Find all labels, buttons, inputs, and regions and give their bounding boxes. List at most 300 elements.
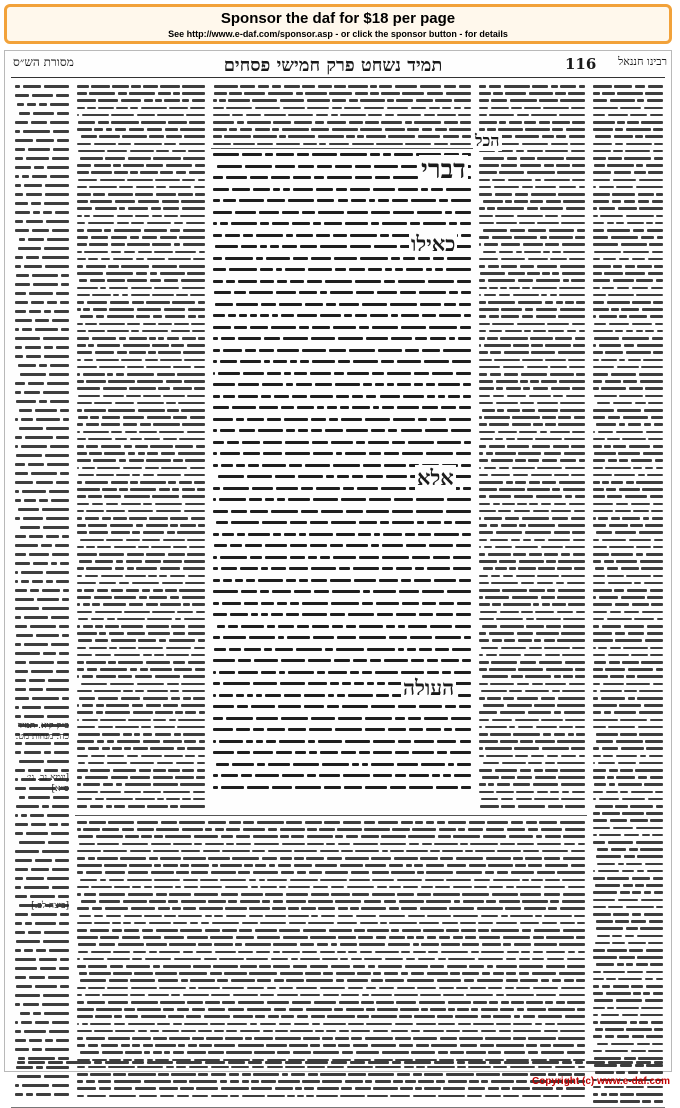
text-line-segment: [517, 323, 545, 326]
text-line-segment: [267, 372, 281, 375]
text-line-segment: [414, 579, 431, 582]
text-line-segment: [91, 236, 108, 239]
text-line-segment: [362, 763, 369, 766]
text-line-segment: [35, 1021, 49, 1024]
text-line-segment: [310, 936, 335, 939]
text-line-segment: [453, 835, 480, 838]
text-line-segment: [336, 648, 364, 651]
text-line-segment: [559, 481, 585, 484]
text-line-segment: [77, 1044, 85, 1047]
text-line-segment: [191, 517, 205, 520]
text-line-segment: [638, 726, 663, 729]
text-line-segment: [653, 301, 663, 304]
text-line-segment: [45, 1048, 69, 1051]
text-line-segment: [593, 899, 615, 902]
text-line-segment: [188, 315, 196, 318]
text-line-segment: [568, 359, 585, 362]
text-line-segment: [453, 915, 478, 918]
text-line-segment: [306, 857, 324, 860]
text-line-segment: [560, 922, 575, 925]
text-line-segment: [338, 843, 351, 846]
text-line-segment: [132, 704, 143, 707]
text-line-segment: [468, 1061, 487, 1064]
sponsor-banner-title[interactable]: Sponsor the daf for $18 per page: [220, 10, 456, 27]
text-line-segment: [368, 965, 376, 968]
text-line-segment: [282, 211, 299, 214]
text-line-segment: [295, 1087, 301, 1090]
text-line-segment: [394, 994, 417, 997]
text-line-segment: [427, 936, 437, 939]
text-line-segment: [124, 791, 141, 794]
text-line-segment: [281, 406, 294, 409]
text-line-segment: [77, 92, 87, 95]
text-line-segment: [77, 907, 89, 910]
text-line-segment: [419, 648, 431, 651]
text-line-segment: [166, 647, 191, 650]
text-line-segment: [115, 200, 135, 203]
text-line-segment: [226, 843, 234, 846]
text-line-segment: [124, 915, 142, 918]
text-line-segment: [213, 234, 222, 237]
sponsor-banner[interactable]: [4, 4, 672, 44]
text-line-segment: [260, 314, 269, 317]
text-line-segment: [541, 979, 549, 982]
text-line-segment: [81, 900, 96, 903]
text-line-segment: [182, 495, 205, 498]
text-line-segment: [593, 913, 611, 916]
text-line-segment: [550, 373, 574, 376]
text-line-segment: [284, 372, 291, 375]
text-line-segment: [448, 763, 454, 766]
text-line-segment: [287, 636, 309, 639]
text-line-segment: [77, 438, 86, 441]
text-line-segment: [294, 864, 313, 867]
text-line-segment: [458, 114, 471, 117]
text-line-segment: [630, 1021, 637, 1024]
text-line-segment: [508, 272, 525, 275]
text-line-segment: [396, 1001, 416, 1004]
text-line-segment: [486, 654, 497, 657]
text-line-segment: [524, 654, 542, 657]
text-line-segment: [385, 958, 404, 961]
text-line-segment: [169, 1037, 190, 1040]
text-line-segment: [24, 499, 36, 502]
text-line-segment: [131, 1001, 158, 1004]
text-line-segment: [203, 850, 220, 853]
text-line-segment: [460, 326, 471, 329]
text-line-segment: [61, 823, 69, 826]
text-line-segment: [545, 359, 566, 362]
text-line-segment: [234, 291, 246, 294]
text-line-segment: [495, 567, 507, 570]
text-line-segment: [30, 589, 39, 592]
text-line-segment: [348, 613, 374, 616]
text-line-segment: [624, 625, 644, 628]
text-line-segment: [61, 769, 69, 772]
text-line-segment: [593, 546, 607, 549]
text-line-segment: [518, 452, 541, 455]
text-line-segment: [466, 994, 493, 997]
text-line-segment: [518, 279, 533, 282]
text-line-segment: [311, 257, 330, 260]
text-line-segment: [212, 922, 240, 925]
text-line-segment: [268, 828, 277, 831]
text-line-segment: [271, 567, 287, 570]
text-line-segment: [183, 243, 205, 246]
text-line-segment: [225, 1037, 242, 1040]
text-line-segment: [642, 834, 650, 837]
text-line-segment: [333, 556, 356, 559]
text-line-segment: [473, 1023, 493, 1026]
text-line-segment: [444, 121, 458, 124]
text-line-segment: [308, 659, 331, 662]
text-line-segment: [479, 791, 494, 794]
text-line-segment: [133, 747, 148, 750]
text-line-segment: [143, 531, 165, 534]
text-line-segment: [189, 171, 205, 174]
text-line-segment: [15, 472, 28, 475]
text-line-segment: [593, 380, 602, 383]
text-line-segment: [506, 972, 516, 975]
text-line-segment: [226, 717, 253, 720]
text-line-segment: [229, 648, 241, 651]
text-line-segment: [312, 441, 328, 444]
text-line-segment: [347, 211, 368, 214]
text-line-segment: [564, 438, 585, 441]
text-line-segment: [621, 308, 639, 311]
text-line-segment: [163, 791, 190, 794]
text-line-segment: [144, 915, 161, 918]
text-line-segment: [593, 143, 612, 146]
text-line-segment: [628, 359, 641, 362]
text-line-segment: [483, 704, 505, 707]
text-line-segment: [602, 812, 619, 815]
text-line-segment: [350, 234, 377, 237]
text-line-segment: [26, 220, 43, 223]
text-line-segment: [405, 143, 431, 146]
text-line-segment: [562, 1061, 572, 1064]
text-line-segment: [15, 391, 21, 394]
text-line-segment: [48, 1061, 63, 1064]
text-line-segment: [533, 951, 544, 954]
text-line-segment: [486, 828, 505, 831]
text-line-segment: [31, 202, 40, 205]
text-line-segment: [571, 864, 585, 867]
text-line-segment: [545, 864, 569, 867]
text-line-segment: [219, 740, 243, 743]
text-line-segment: [229, 268, 256, 271]
text-line-segment: [479, 726, 482, 729]
text-line-segment: [33, 1012, 42, 1015]
text-line-segment: [136, 524, 143, 527]
text-line-segment: [257, 979, 271, 982]
dibbur-hamatchil: העולה: [403, 675, 455, 700]
text-line-segment: [269, 864, 276, 867]
text-line-segment: [377, 613, 393, 616]
text-line-segment: [622, 812, 644, 815]
text-line-segment: [482, 776, 498, 779]
text-line-segment: [82, 1023, 88, 1026]
text-line-segment: [319, 774, 340, 777]
text-line-segment: [569, 503, 585, 506]
text-line-segment: [77, 1080, 83, 1083]
text-line-segment: [222, 850, 250, 853]
text-line-segment: [264, 114, 286, 117]
text-line-segment: [360, 951, 372, 954]
text-line-segment: [560, 459, 576, 462]
text-line-segment: [573, 344, 585, 347]
text-line-segment: [98, 107, 113, 110]
text-line-segment: [557, 639, 585, 642]
text-line-segment: [489, 886, 503, 889]
text-line-segment: [510, 915, 533, 918]
text-line-segment: [141, 755, 162, 758]
text-line-segment: [649, 243, 663, 246]
text-line-segment: [450, 751, 471, 754]
text-line-segment: [196, 776, 205, 779]
text-line-segment: [200, 879, 217, 882]
text-line-segment: [593, 582, 605, 585]
text-line-segment: [77, 128, 92, 131]
text-line-segment: [541, 294, 547, 297]
text-line-segment: [49, 1030, 69, 1033]
text-line-segment: [521, 373, 547, 376]
text-line-segment: [527, 150, 543, 153]
text-line-segment: [525, 690, 549, 693]
text-line-segment: [599, 798, 620, 801]
text-line-segment: [593, 819, 607, 822]
text-line-segment: [300, 943, 314, 946]
text-line-segment: [90, 929, 110, 932]
text-line-segment: [395, 1037, 410, 1040]
text-line-segment: [623, 416, 648, 419]
text-line-segment: [152, 344, 169, 347]
text-line-segment: [639, 1021, 648, 1024]
text-line-segment: [541, 719, 562, 722]
text-line-segment: [604, 272, 622, 275]
text-line-segment: [479, 546, 481, 549]
text-line-segment: [281, 717, 308, 720]
text-line-segment: [249, 498, 262, 501]
text-line-segment: [102, 517, 111, 520]
text-line-segment: [503, 697, 514, 700]
text-line-segment: [77, 495, 86, 498]
text-line-segment: [628, 632, 644, 635]
text-line-segment: [636, 1093, 663, 1096]
text-line-segment: [634, 618, 654, 621]
text-line-segment: [348, 1073, 365, 1076]
text-line-segment: [367, 648, 394, 651]
text-line-segment: [614, 135, 633, 138]
text-line-segment: [134, 143, 162, 146]
text-line-segment: [552, 272, 559, 275]
text-line-segment: [180, 1087, 193, 1090]
text-line-segment: [481, 647, 498, 650]
text-line-segment: [123, 922, 131, 925]
text-line-segment: [441, 943, 460, 946]
text-line-segment: [101, 258, 110, 261]
text-line-segment: [130, 150, 154, 153]
text-line-segment: [263, 452, 282, 455]
text-line-segment: [388, 135, 415, 138]
text-line-segment: [205, 1061, 225, 1064]
text-line-segment: [418, 257, 429, 260]
text-line-segment: [158, 337, 164, 340]
text-line-segment: [293, 763, 318, 766]
text-line-segment: [87, 668, 97, 671]
text-line-segment: [557, 762, 585, 765]
text-line-segment: [184, 380, 205, 383]
text-line-segment: [157, 474, 182, 477]
text-line-segment: [15, 895, 27, 898]
text-line-segment: [483, 835, 506, 838]
text-line-segment: [95, 207, 117, 210]
text-line-segment: [278, 636, 284, 639]
text-line-segment: [568, 733, 574, 736]
text-line-segment: [385, 128, 405, 131]
text-line-segment: [293, 1051, 311, 1054]
text-line-segment: [522, 287, 529, 290]
text-line-segment: [213, 280, 223, 283]
text-line-segment: [187, 1001, 202, 1004]
text-line-segment: [229, 128, 237, 131]
text-line-segment: [593, 711, 601, 714]
text-line-segment: [158, 979, 179, 982]
text-line-segment: [479, 387, 494, 390]
text-line-segment: [42, 1003, 69, 1006]
text-line-segment: [594, 661, 607, 664]
text-line-segment: [546, 625, 560, 628]
text-line-segment: [135, 690, 144, 693]
text-line-segment: [118, 92, 127, 95]
text-line-segment: [565, 301, 573, 304]
text-line-segment: [278, 1080, 299, 1083]
text-line-segment: [148, 994, 169, 997]
text-line-segment: [178, 193, 193, 196]
text-line-segment: [576, 936, 585, 939]
text-line-segment: [557, 611, 573, 614]
text-line-segment: [31, 823, 46, 826]
text-line-segment: [279, 987, 293, 990]
text-line-segment: [563, 279, 569, 282]
text-line-segment: [104, 452, 125, 455]
text-line-segment: [171, 625, 185, 628]
text-line-segment: [479, 531, 493, 534]
text-line-segment: [593, 827, 610, 830]
text-line-segment: [631, 920, 646, 923]
text-line-segment: [357, 972, 371, 975]
text-line-segment: [228, 625, 238, 628]
text-line-segment: [455, 625, 471, 628]
text-line-segment: [157, 114, 184, 117]
text-line-segment: [652, 337, 663, 340]
text-line-segment: [533, 783, 559, 786]
text-line-segment: [593, 841, 605, 844]
text-line-segment: [418, 958, 435, 961]
text-line-segment: [593, 719, 618, 722]
text-line-segment: [214, 92, 227, 95]
text-line-segment: [247, 694, 253, 697]
text-line-segment: [135, 1087, 156, 1090]
text-line-segment: [236, 936, 254, 939]
text-line-segment: [461, 929, 475, 932]
text-line-segment: [626, 683, 650, 686]
text-line-segment: [60, 958, 69, 961]
text-line-segment: [195, 164, 205, 167]
text-line-segment: [440, 1037, 457, 1040]
text-line-segment: [188, 150, 205, 153]
text-line-segment: [77, 351, 92, 354]
text-line-segment: [593, 215, 598, 218]
text-line-segment: [526, 821, 537, 824]
text-line-segment: [236, 835, 250, 838]
text-line-segment: [556, 135, 566, 138]
text-line-segment: [545, 1001, 553, 1004]
text-line-segment: [393, 418, 416, 421]
text-line-segment: [526, 1044, 537, 1047]
text-line-segment: [617, 287, 629, 290]
text-line-segment: [242, 1080, 249, 1083]
text-line-segment: [366, 475, 382, 478]
text-line-segment: [501, 308, 522, 311]
text-line-segment: [374, 165, 398, 168]
text-line-segment: [321, 915, 336, 918]
text-line-segment: [115, 567, 125, 570]
text-line-segment: [364, 900, 382, 903]
text-line-segment: [95, 611, 122, 614]
text-line-segment: [213, 153, 239, 156]
sponsor-banner-subtitle[interactable]: See http://www.e-daf.com/sponsor.asp - or click the sponsor button - for details: [168, 29, 508, 39]
text-line-segment: [325, 648, 334, 651]
text-line-segment: [458, 337, 471, 340]
text-line-segment: [101, 1044, 119, 1047]
text-line-segment: [213, 452, 217, 455]
text-line-segment: [134, 733, 140, 736]
text-line-segment: [196, 445, 205, 448]
text-line-segment: [331, 886, 344, 889]
text-line-segment: [503, 1095, 519, 1098]
text-line-segment: [622, 798, 646, 801]
text-line-segment: [19, 796, 26, 799]
text-line-segment: [80, 539, 104, 542]
text-line-segment: [390, 1095, 410, 1098]
text-line-segment: [44, 346, 53, 349]
text-line-segment: [22, 490, 46, 493]
text-line-segment: [87, 107, 96, 110]
text-line-segment: [49, 490, 69, 493]
text-line-segment: [435, 648, 449, 651]
text-line-segment: [347, 979, 369, 982]
text-line-segment: [614, 171, 631, 174]
text-line-segment: [506, 979, 518, 982]
text-line-segment: [182, 287, 205, 290]
text-line-segment: [311, 893, 329, 896]
text-line-segment: [513, 294, 539, 297]
text-line-segment: [60, 913, 69, 916]
text-line-segment: [426, 383, 435, 386]
text-line-segment: [334, 372, 344, 375]
text-line-segment: [276, 291, 297, 294]
text-line-segment: [422, 406, 437, 409]
text-line-segment: [357, 1015, 368, 1018]
text-line-segment: [160, 272, 185, 275]
text-line-segment: [650, 315, 663, 318]
text-line-segment: [525, 308, 534, 311]
text-line-segment: [316, 114, 328, 117]
text-line-segment: [54, 751, 69, 754]
text-line-segment: [77, 821, 87, 824]
text-line-segment: [77, 107, 85, 110]
